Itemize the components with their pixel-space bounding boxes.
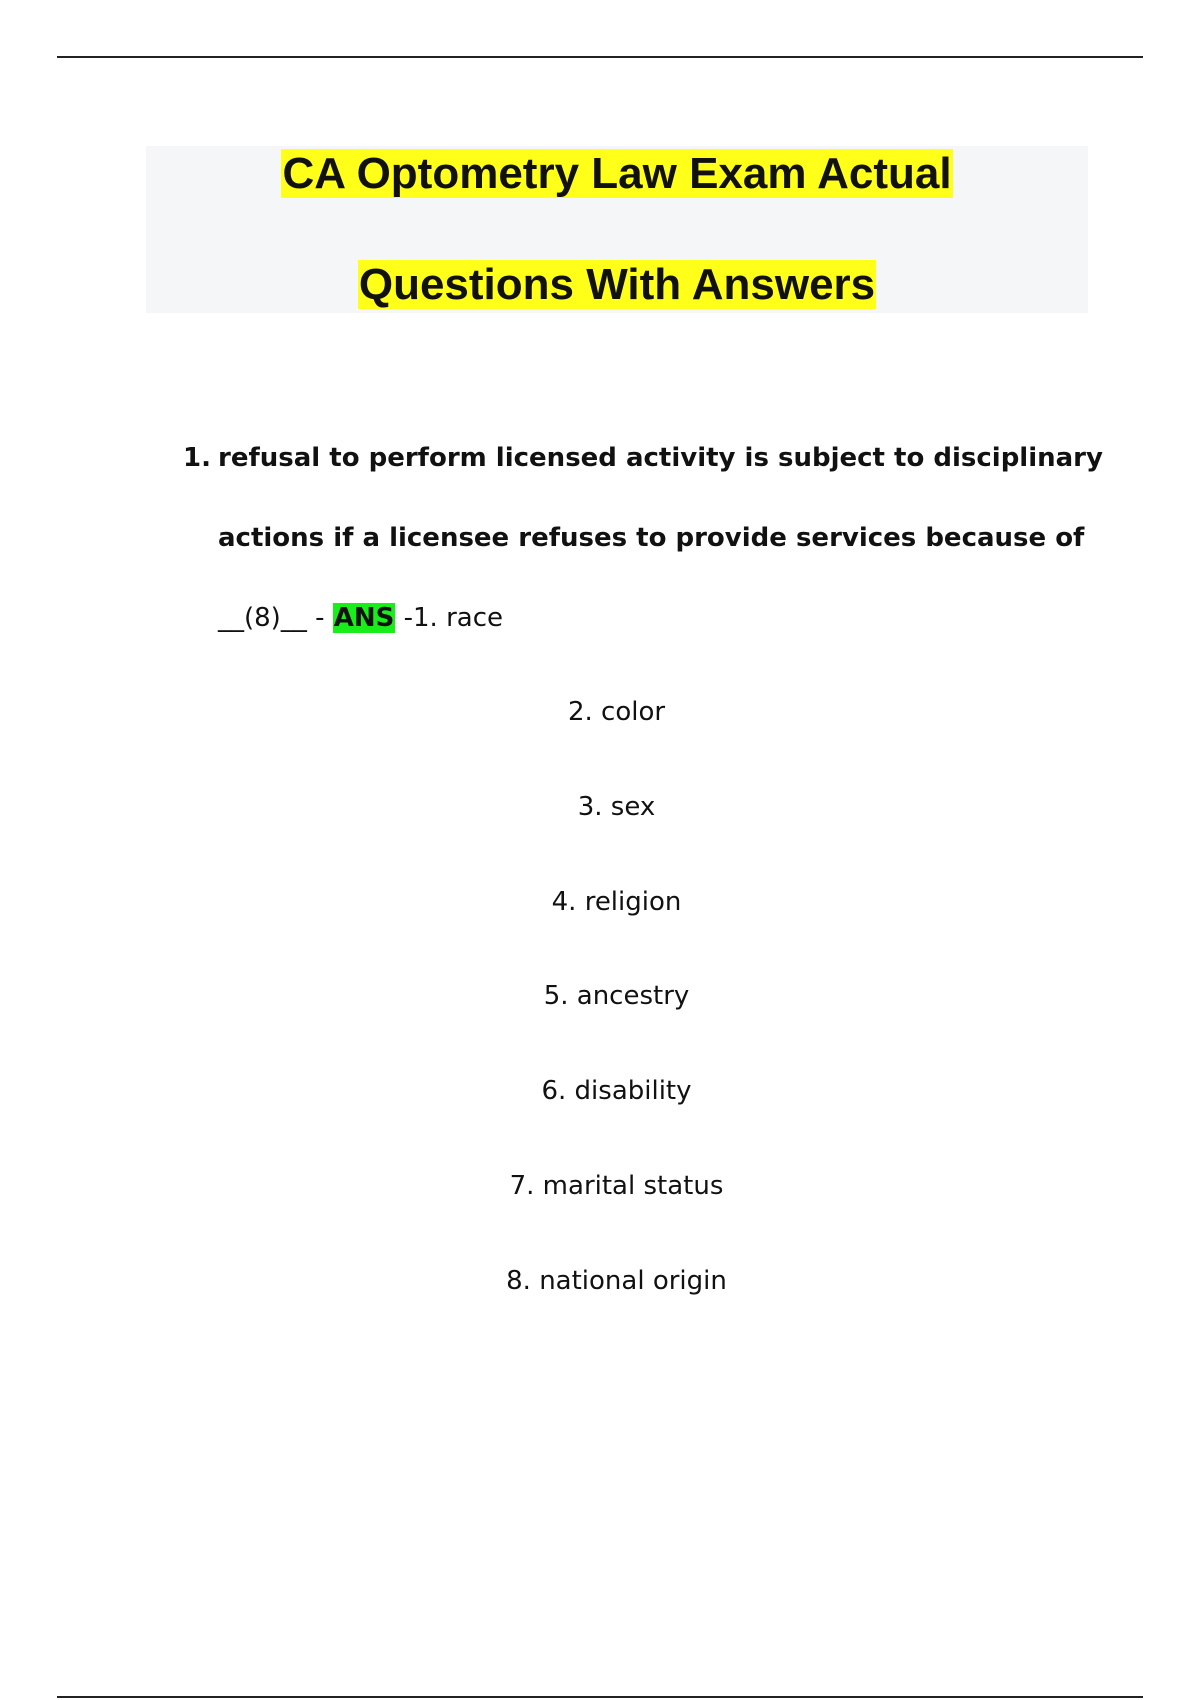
question-text — [218, 418, 1103, 578]
answer-item-3: 3. sex — [577, 792, 656, 822]
question-number: 1. — [183, 443, 211, 473]
question-text-line-1: refusal to perform licensed activity is subject to disciplinary — [218, 443, 1103, 473]
answer-item-1: -1. race — [395, 603, 503, 633]
answer-blank: __(8)__ - — [218, 603, 333, 633]
question-text-line-2: actions if a licensee refuses to provide services because of — [218, 523, 1085, 553]
answer-item-8: 8. national origin — [506, 1266, 727, 1296]
page-title-line-1 — [146, 146, 1088, 202]
answer-item-2: 2. color — [567, 697, 666, 727]
title-block — [146, 146, 1088, 313]
page-title-line-2 — [146, 257, 1088, 313]
answer-item-7: 7. marital status — [509, 1171, 724, 1201]
header-rule — [57, 56, 1143, 58]
answer-tag: ANS — [333, 603, 395, 633]
title-highlight-1: CA Optometry Law Exam Actual — [282, 149, 952, 198]
footer-rule — [57, 1696, 1143, 1698]
answer-item-6: 6. disability — [541, 1076, 692, 1106]
title-highlight-2: Questions With Answers — [358, 260, 876, 309]
answer-item-4: 4. religion — [551, 887, 682, 917]
answer-line — [218, 598, 503, 638]
answer-item-5: 5. ancestry — [543, 981, 690, 1011]
